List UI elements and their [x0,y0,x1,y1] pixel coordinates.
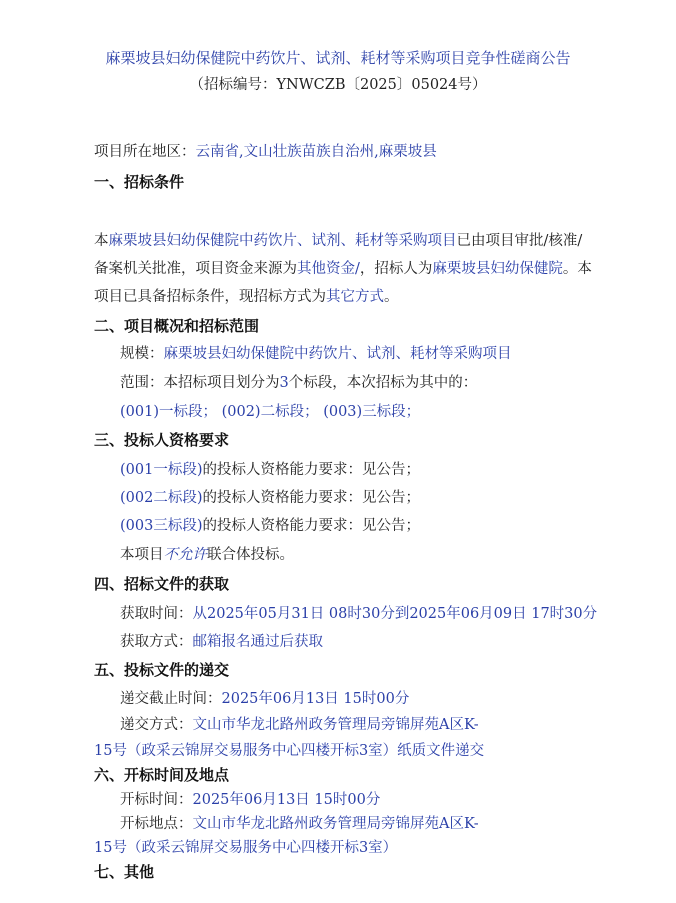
deadline: 2025年06月13日 15时00分 [221,691,410,707]
lot-name: (003三标段) [120,518,203,534]
section-1-heading: 一、招标条件 [94,173,185,191]
open-place-row [120,814,479,834]
section-5-heading: 五、投标文件的递交 [94,661,230,679]
requirement-row [120,516,420,536]
text: 联合体投标。 [207,547,294,563]
section-7-heading: 七、其他 [94,863,155,881]
scale-value: 麻栗坡县妇幼保健院中药饮片、试剂、耗材等采购项目 [163,346,512,362]
text: 。本 [562,261,592,277]
label: 开标地点： [120,816,193,832]
text: 个标段，本次招标为其中的： [288,375,478,391]
text: 备案机关批准，项目资金来源为 [94,261,297,277]
label: 递交截止时间： [120,691,222,707]
region-row [94,142,437,162]
lots-list: (001)一标段； (002)二标段； (003)三标段； [120,404,421,420]
region-value: 云南省,文山壮族苗族自治州,麻栗坡县 [195,144,437,160]
section-6-heading: 六、开标时间及地点 [94,766,230,784]
sec1-para-line-3 [94,287,399,307]
obtain-time: 从2025年05月31日 08时30分到2025年06月09日 17时30分 [192,606,598,622]
open-time-row [120,790,380,810]
submit-method-row [120,715,479,735]
text: 的投标人资格能力要求：见公告； [202,462,420,478]
section-4-heading: 四、招标文件的获取 [94,575,230,593]
obtain-method-row [120,632,323,652]
project-name: 麻栗坡县妇幼保健院中药饮片、试剂、耗材等采购项目 [108,233,457,249]
text: 项目已具备招标条件，现招标方式为 [94,289,326,305]
submit-method-cont: 15号（政采云锦屏交易服务中心四楼开标3室）纸质文件递交 [94,743,485,759]
page-title: 麻栗坡县妇幼保健院中药饮片、试剂、耗材等采购项目竞争性磋商公告 [105,49,571,67]
bid-number: （招标编号：YNWCZB〔2025〕05024号） [189,77,487,93]
requirement-row [120,488,420,508]
label: 获取方式： [120,634,193,650]
section-2-heading: 二、项目概况和招标范围 [94,317,260,335]
obtain-time-row [120,604,597,624]
joint-bid-value: 不允许 [163,547,207,563]
open-place-cont: 15号（政采云锦屏交易服务中心四楼开标3室） [94,840,398,856]
text: ，招标人为 [359,261,433,277]
lot-count: 3 [279,375,289,391]
section-3-heading: 三、投标人资格要求 [94,431,230,449]
label: 递交方式： [120,717,193,733]
text: 。 [384,289,399,305]
obtain-method: 邮箱报名通过后获取 [192,634,323,650]
requirement-row [120,460,420,480]
scale-label: 规模： [120,346,164,362]
lot-name: (002二标段) [120,490,203,506]
open-time: 2025年06月13日 15时00分 [192,792,381,808]
text: 的投标人资格能力要求：见公告； [202,518,420,534]
text: 已由项目审批/核准/ [456,233,583,249]
text: 本 [94,233,109,249]
label: 开标时间： [120,792,193,808]
bid-method: 其它方式 [326,289,384,305]
text: 本项目 [120,547,164,563]
submit-method: 文山市华龙北路州政务管理局旁锦屏苑A区K- [192,717,479,733]
region-label: 项目所在地区： [94,144,196,160]
label: 获取时间： [120,606,193,622]
deadline-row [120,689,409,709]
text: 范围：本招标项目划分为 [120,375,280,391]
joint-bid-row [120,545,294,565]
sec1-para-line-2 [94,259,592,279]
lot-name: (001一标段) [120,462,203,478]
range-row [120,373,477,393]
scale-row [120,344,512,364]
open-place: 文山市华龙北路州政务管理局旁锦屏苑A区K- [192,816,479,832]
text: 的投标人资格能力要求：见公告； [202,490,420,506]
fund-source: 其他资金/ [297,261,360,277]
tenderer: 麻栗坡县妇幼保健院 [432,261,563,277]
sec1-para-line-1 [94,231,582,251]
